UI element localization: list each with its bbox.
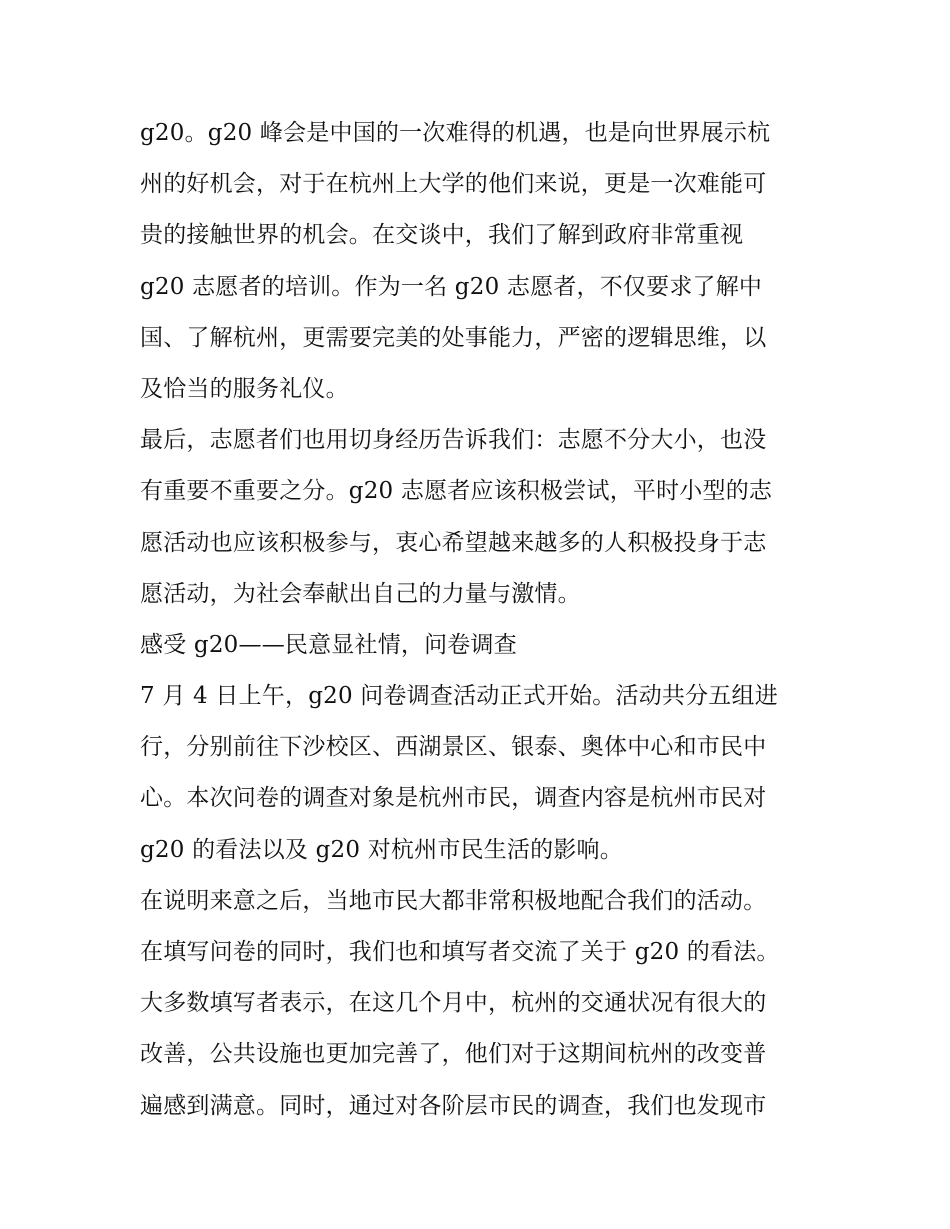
text-line: 贵的接触世界的机会。在交谈中，我们了解到政府非常重视	[140, 222, 744, 249]
text-line: 国、了解杭州，更需要完美的处事能力，严密的逻辑思维，以	[140, 324, 767, 351]
text-line: 有重要不重要之分。g20 志愿者应该积极尝试，平时小型的志	[140, 478, 773, 505]
text-line: 大多数填写者表示，在这几个月中，杭州的交通状况有很大的	[140, 990, 767, 1017]
text-line: 行，分别前往下沙校区、西湖景区、银泰、奥体中心和市民中	[140, 734, 767, 761]
text-line: 7 月 4 日上午，g20 问卷调查活动正式开始。活动共分五组进	[140, 683, 778, 710]
text-line: g20。g20 峰会是中国的一次难得的机遇，也是向世界展示杭	[140, 120, 771, 146]
text-line: 愿活动，为社会奉献出自己的力量与激情。	[140, 580, 581, 607]
text-line: g20 的看法以及 g20 对杭州市民生活的影响。	[140, 836, 623, 863]
text-line: 及恰当的服务礼仪。	[140, 375, 349, 402]
text-line: 遍感到满意。同时，通过对各阶层市民的调查，我们也发现市	[140, 1092, 767, 1119]
text-line: 在填写问卷的同时，我们也和填写者交流了关于 g20 的看法。	[140, 939, 780, 965]
text-line: 在说明来意之后，当地市民大都非常积极地配合我们的活动。	[140, 887, 767, 914]
text-line: 愿活动也应该积极参与，衷心希望越来越多的人积极投身于志	[140, 529, 767, 556]
text-line: g20 志愿者的培训。作为一名 g20 志愿者，不仅要求了解中	[140, 273, 763, 300]
text-line: 改善，公共设施也更加完善了，他们对于这期间杭州的改变普	[140, 1041, 767, 1068]
text-line: 州的好机会，对于在杭州上大学的他们来说，更是一次难能可	[140, 171, 767, 198]
text-line: 心。本次问卷的调查对象是杭州市民，调查内容是杭州市民对	[140, 785, 767, 812]
document-body	[140, 108, 815, 1132]
text-line: 最后，志愿者们也用切身经历告诉我们：志愿不分大小，也没	[140, 427, 767, 454]
section-heading: 感受 g20——民意显社情，问卷调查	[140, 631, 517, 658]
